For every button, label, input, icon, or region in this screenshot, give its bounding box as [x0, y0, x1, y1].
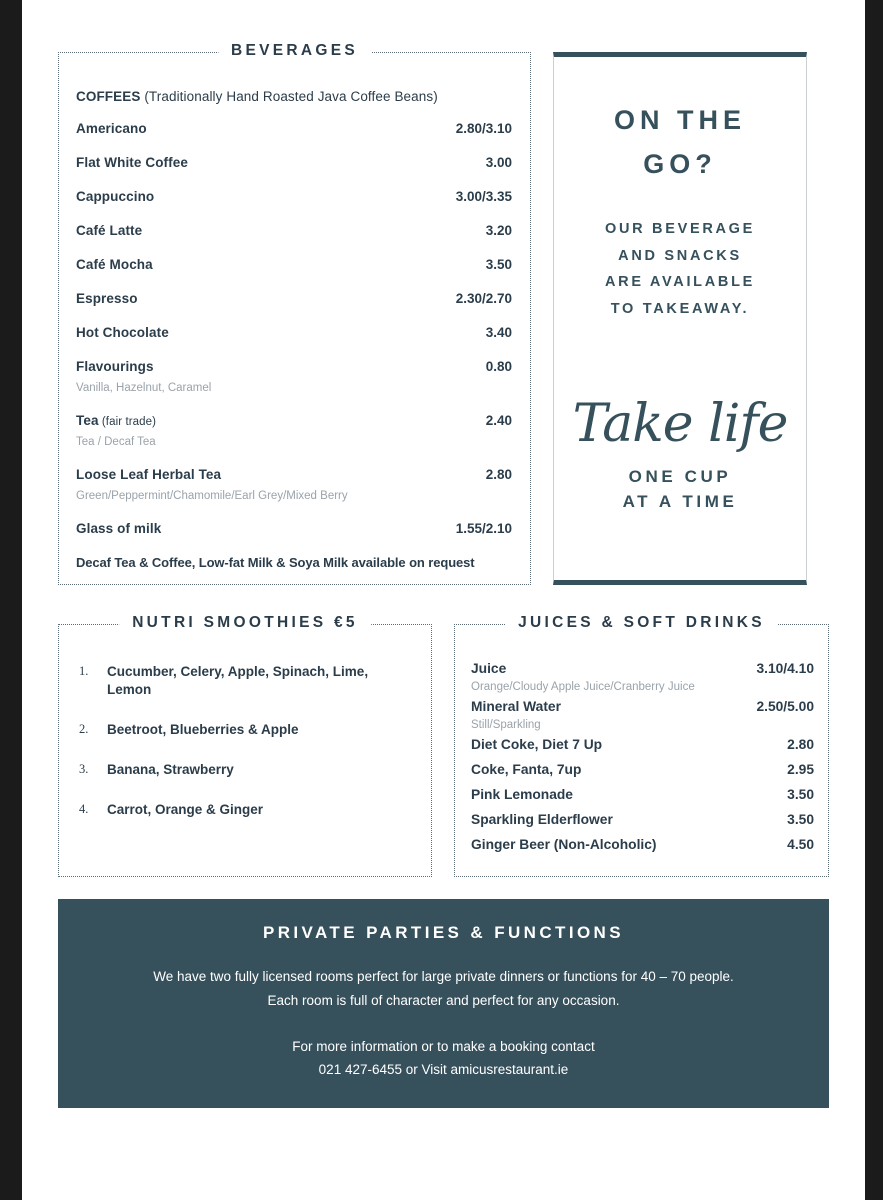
juice-price: 3.50 — [787, 787, 814, 802]
beverage-price: 3.50 — [485, 257, 512, 272]
beverage-row — [76, 121, 512, 136]
menu-content — [58, 42, 829, 1108]
coffees-heading — [76, 89, 512, 104]
juice-price: 3.50 — [787, 812, 814, 827]
beverage-name: Café Mocha — [76, 257, 153, 272]
beverage-price: 3.00/3.35 — [455, 189, 512, 204]
juice-row — [471, 699, 814, 714]
beverage-row — [76, 291, 512, 306]
beverage-price: 2.30/2.70 — [455, 291, 512, 306]
juices-title: JUICES & SOFT DRINKS — [505, 614, 778, 632]
private-parties-section — [58, 899, 829, 1108]
juice-row — [471, 661, 814, 676]
beverages-note: Decaf Tea & Coffee, Low-fat Milk & Soya Milk available on request — [76, 555, 475, 570]
beverages-section — [58, 42, 531, 585]
on-the-go-panel — [553, 52, 807, 585]
smoothies-title: NUTRI SMOOTHIES €5 — [119, 614, 371, 632]
coffees-heading-note: (Traditionally Hand Roasted Java Coffee Beans) — [140, 89, 438, 104]
smoothie-number: 4. — [79, 801, 89, 816]
beverage-name: Flat White Coffee — [76, 155, 188, 170]
juice-name: Mineral Water — [471, 699, 561, 714]
juice-row — [471, 837, 814, 852]
on-the-go-heading-line2: GO? — [643, 148, 717, 179]
smoothie-text: Beetroot, Blueberries & Apple — [107, 721, 299, 737]
smoothie-text: Cucumber, Celery, Apple, Spinach, Lime, Lemon — [107, 664, 369, 697]
private-parties-title: PRIVATE PARTIES & FUNCTIONS — [263, 923, 624, 942]
beverage-name: Espresso — [76, 291, 138, 306]
juice-name: Pink Lemonade — [471, 787, 573, 802]
beverage-price: 3.40 — [485, 325, 512, 340]
on-the-go-sub-line2: AND SNACKS — [618, 247, 742, 264]
beverage-price: 1.55/2.10 — [455, 521, 512, 536]
juice-row — [471, 787, 814, 802]
private-parties-line3: For more information or to make a booking contact — [292, 1038, 595, 1054]
beverage-subtext: Green/Peppermint/Chamomile/Earl Grey/Mixed Berry — [76, 490, 348, 502]
juice-row — [471, 737, 814, 752]
on-the-go-sub-line1: OUR BEVERAGE — [604, 221, 756, 238]
beverage-subtext: Vanilla, Hazelnut, Caramel — [76, 382, 212, 394]
juices-list — [471, 661, 814, 852]
juice-name: Coke, Fanta, 7up — [471, 762, 582, 777]
tagline-line1: ONE CUP — [628, 466, 732, 486]
juices-section — [454, 614, 829, 877]
juice-subtext: Still/Sparkling — [471, 719, 541, 731]
smoothie-item — [73, 721, 415, 739]
beverages-list — [76, 121, 512, 536]
smoothie-number: 2. — [79, 721, 89, 736]
smoothie-item — [73, 761, 415, 779]
on-the-go-sub-line4: TO TAKEAWAY. — [610, 300, 750, 317]
beverage-price: 3.20 — [485, 223, 512, 238]
beverage-price: 2.40 — [485, 413, 512, 428]
smoothie-number: 3. — [79, 761, 89, 776]
take-life-script: Take life — [572, 393, 788, 454]
juice-name: Sparkling Elderflower — [471, 812, 613, 827]
on-the-go-heading — [568, 99, 792, 186]
juice-subtext: Orange/Cloudy Apple Juice/Cranberry Juice — [471, 681, 695, 693]
beverage-subtext: Tea / Decaf Tea — [76, 436, 156, 448]
smoothie-item — [73, 801, 415, 819]
beverage-row — [76, 189, 512, 204]
beverage-price: 2.80 — [485, 467, 512, 482]
juice-name: Ginger Beer (Non-Alcoholic) — [471, 837, 657, 852]
beverage-row — [76, 223, 512, 238]
juice-price: 2.50/5.00 — [756, 699, 814, 714]
coffees-heading-label: COFFEES — [76, 89, 141, 104]
juice-price: 2.95 — [787, 762, 814, 777]
beverage-name: Flavourings — [76, 359, 154, 374]
beverage-price: 2.80/3.10 — [455, 121, 512, 136]
beverage-row — [76, 413, 512, 428]
private-parties-contact: 021 427-6455 or Visit amicusrestaurant.ie — [318, 1062, 569, 1078]
juice-row — [471, 762, 814, 777]
smoothies-section — [58, 614, 432, 877]
on-the-go-heading-line1: ON THE — [613, 105, 746, 135]
middle-row — [58, 614, 829, 877]
beverage-name: Hot Chocolate — [76, 325, 169, 340]
private-parties-line2: Each room is full of character and perfect for any occasion. — [267, 992, 620, 1008]
beverage-row — [76, 325, 512, 340]
one-cup-tagline — [568, 464, 792, 515]
juice-name: Juice — [471, 661, 507, 676]
beverage-name: Glass of milk — [76, 521, 162, 536]
beverage-qualifier: (fair trade) — [98, 416, 157, 428]
beverage-row — [76, 257, 512, 272]
menu-page — [22, 0, 865, 1200]
beverage-name: Cappuccino — [76, 189, 155, 204]
juice-row — [471, 812, 814, 827]
beverage-price: 3.00 — [485, 155, 512, 170]
smoothie-text: Carrot, Orange & Ginger — [107, 801, 264, 817]
beverage-name: Loose Leaf Herbal Tea — [76, 467, 222, 482]
beverage-row — [76, 467, 512, 482]
on-the-go-subtext — [568, 216, 792, 322]
private-parties-line1: We have two fully licensed rooms perfect for large private dinners or functions for 40 – 70 people. — [153, 969, 734, 984]
juice-price: 4.50 — [787, 837, 814, 852]
smoothies-list — [73, 663, 415, 819]
beverage-name: Tea (fair trade) — [76, 413, 157, 428]
beverages-title: BEVERAGES — [218, 42, 371, 60]
smoothie-number: 1. — [79, 664, 89, 678]
smoothie-text: Banana, Strawberry — [107, 761, 234, 777]
smoothie-item — [73, 663, 415, 699]
beverage-price: 0.80 — [485, 359, 512, 374]
on-the-go-sub-line3: ARE AVAILABLE — [604, 274, 756, 291]
beverage-row — [76, 155, 512, 170]
beverage-name: Café Latte — [76, 223, 143, 238]
beverage-row — [76, 521, 512, 536]
juice-price: 3.10/4.10 — [756, 661, 814, 676]
beverage-row — [76, 359, 512, 374]
beverage-name: Americano — [76, 121, 147, 136]
juice-price: 2.80 — [787, 737, 814, 752]
tagline-line2: AT A TIME — [622, 492, 738, 512]
top-row — [58, 42, 829, 585]
juice-name: Diet Coke, Diet 7 Up — [471, 737, 603, 752]
